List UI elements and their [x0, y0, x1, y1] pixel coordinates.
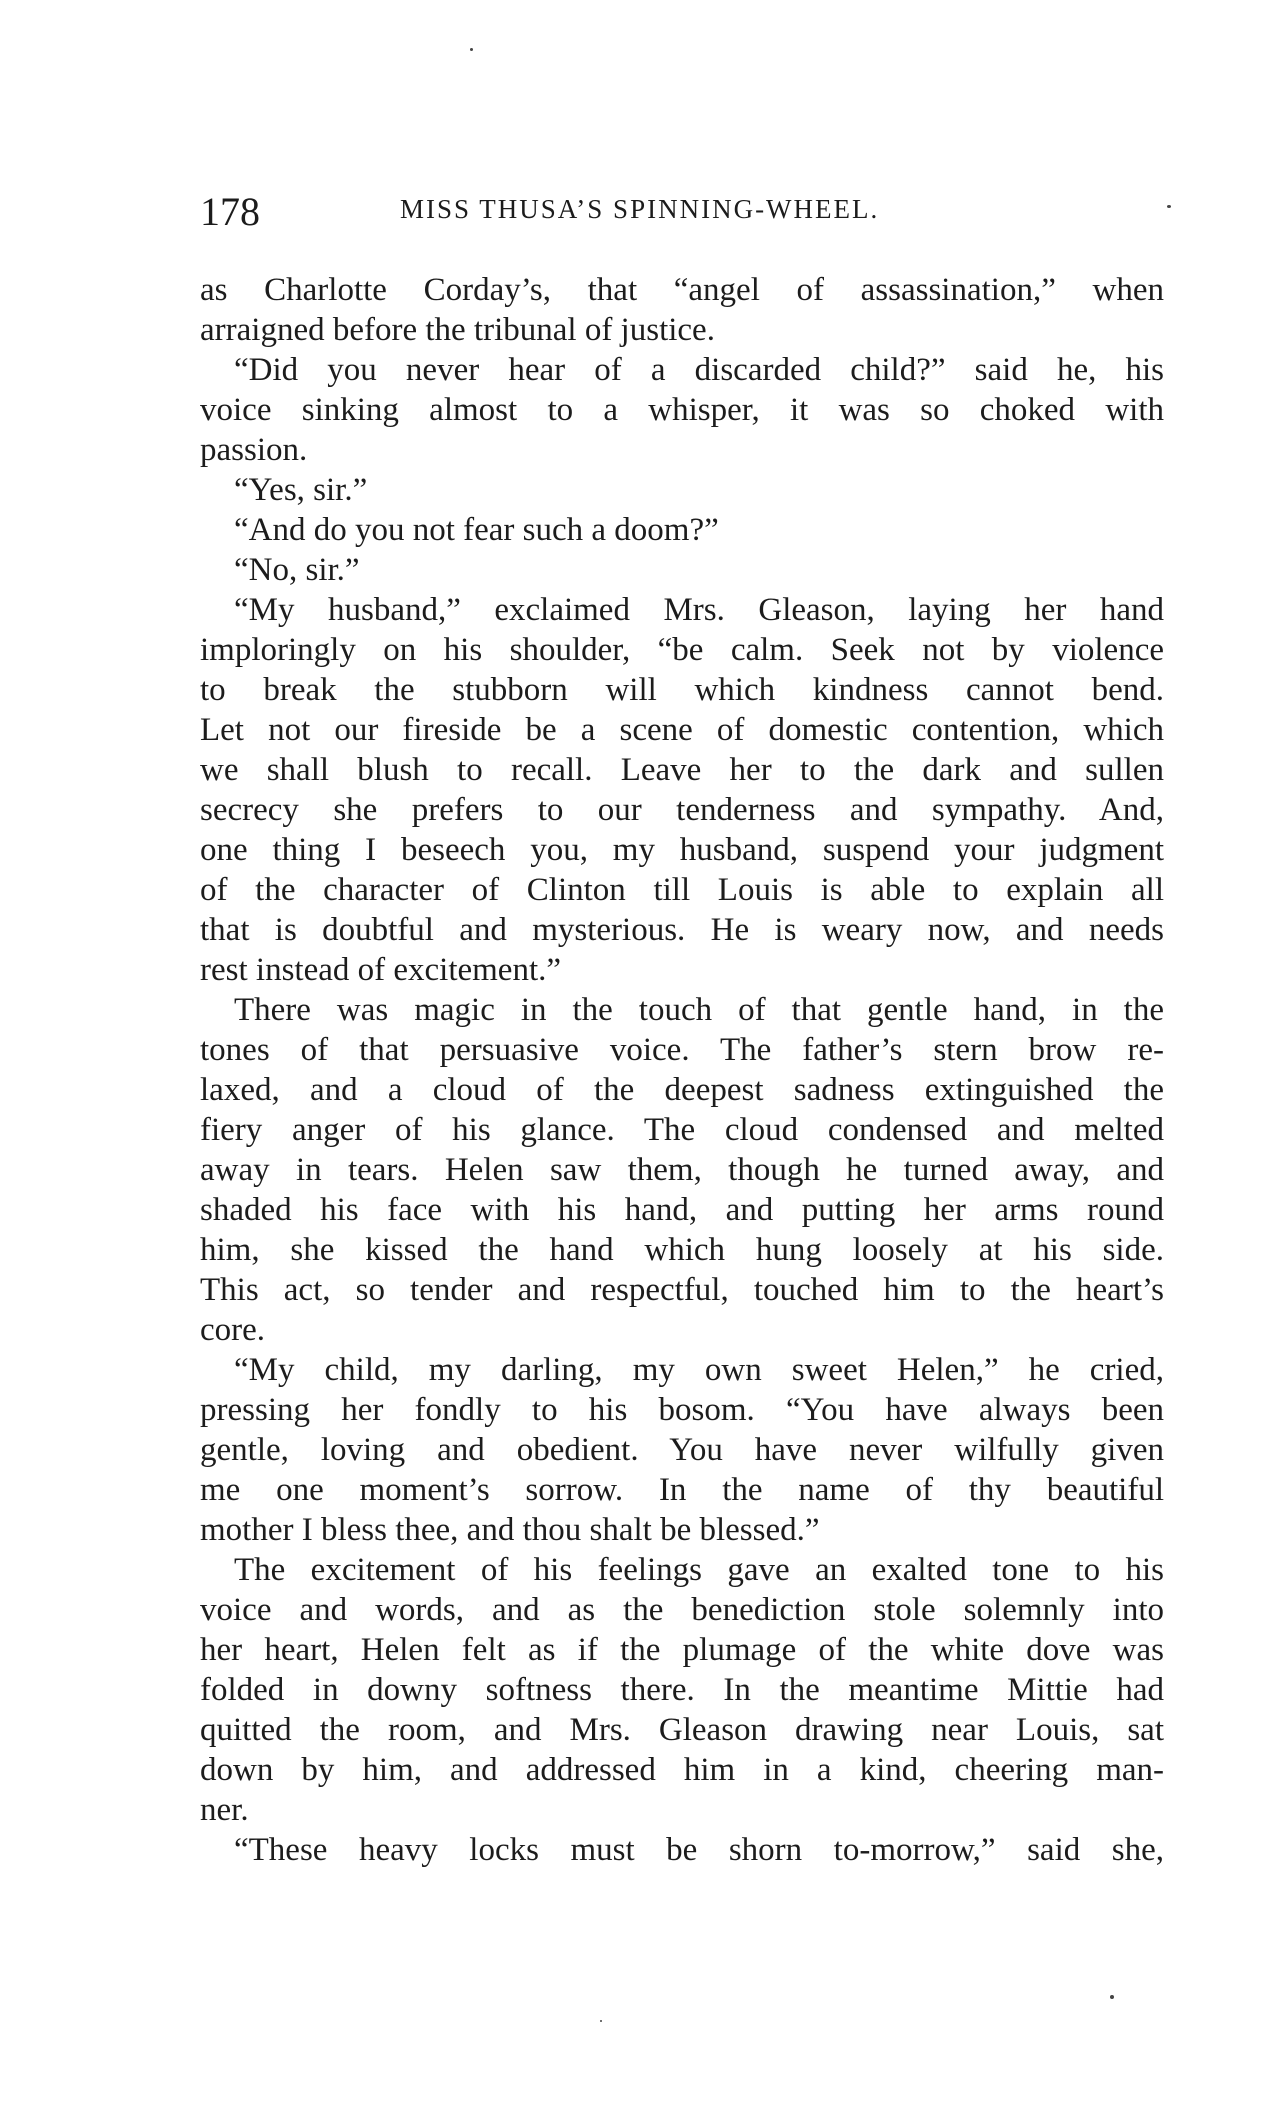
text-line: “Did you never hear of a discarded child?” said he, his: [234, 352, 1164, 388]
text-line: mother I bless thee, and thou shalt be blessed.”: [200, 1512, 820, 1548]
text-line: down by him, and addressed him in a kind, cheering man-: [200, 1752, 1164, 1788]
text-line: her heart, Helen felt as if the plumage of the white dove was: [200, 1632, 1164, 1668]
text-line: passion.: [200, 432, 308, 468]
text-line: Let not our fireside be a scene of domestic contention, which: [200, 712, 1164, 748]
print-speck: [470, 48, 473, 51]
text-line: pressing her fondly to his bosom. “You have always been: [200, 1392, 1164, 1428]
text-line: rest instead of excitement.”: [200, 952, 562, 988]
text-line: “My child, my darling, my own sweet Helen,” he cried,: [234, 1352, 1164, 1388]
text-line: me one moment’s sorrow. In the name of thy beautiful: [200, 1472, 1164, 1508]
text-line: fiery anger of his glance. The cloud condensed and melted: [200, 1112, 1164, 1148]
text-line: away in tears. Helen saw them, though he turned away, and: [200, 1152, 1164, 1188]
text-line: voice and words, and as the benediction stole solemnly into: [200, 1592, 1164, 1628]
page-number: 178: [200, 189, 260, 234]
text-line: There was magic in the touch of that gentle hand, in the: [234, 992, 1164, 1028]
running-title: MISS THUSA’S SPINNING-WHEEL.: [400, 194, 880, 224]
text-line: “These heavy locks must be shorn to-morrow,” said she,: [234, 1832, 1164, 1868]
text-line: that is doubtful and mysterious. He is weary now, and needs: [200, 912, 1164, 948]
text-line: The excitement of his feelings gave an exalted tone to his: [234, 1552, 1164, 1588]
print-speck: [600, 2020, 602, 2022]
text-line: “Yes, sir.”: [234, 472, 368, 508]
print-speck: [1110, 1995, 1114, 1999]
text-line: “My husband,” exclaimed Mrs. Gleason, laying her hand: [234, 592, 1164, 628]
text-line: “No, sir.”: [234, 552, 360, 588]
text-line: one thing I beseech you, my husband, suspend your judgment: [200, 832, 1164, 868]
text-line: folded in downy softness there. In the meantime Mittie had: [200, 1672, 1164, 1708]
text-line: voice sinking almost to a whisper, it was so choked with: [200, 392, 1164, 428]
text-line: shaded his face with his hand, and putting her arms round: [200, 1192, 1164, 1228]
text-line: of the character of Clinton till Louis is able to explain all: [200, 872, 1164, 908]
text-line: core.: [200, 1312, 266, 1348]
text-line: him, she kissed the hand which hung loosely at his side.: [200, 1232, 1164, 1268]
text-line: to break the stubborn will which kindness cannot bend.: [200, 672, 1164, 708]
text-line: gentle, loving and obedient. You have never wilfully given: [200, 1432, 1164, 1468]
print-speck: [1167, 205, 1171, 208]
text-line: arraigned before the tribunal of justice.: [200, 312, 715, 348]
text-line: tones of that persuasive voice. The father’s stern brow re-: [200, 1032, 1164, 1068]
running-head: [200, 188, 1160, 238]
text-line: imploringly on his shoulder, “be calm. Seek not by violence: [200, 632, 1164, 668]
text-line: secrecy she prefers to our tenderness and sympathy. And,: [200, 792, 1164, 828]
text-line: we shall blush to recall. Leave her to the dark and sullen: [200, 752, 1164, 788]
body-text: [200, 270, 1164, 1870]
text-line: laxed, and a cloud of the deepest sadness extinguished the: [200, 1072, 1164, 1108]
text-line: This act, so tender and respectful, touched him to the heart’s: [200, 1272, 1164, 1308]
text-line: “And do you not fear such a doom?”: [234, 512, 719, 548]
text-line: quitted the room, and Mrs. Gleason drawing near Louis, sat: [200, 1712, 1164, 1748]
text-line: as Charlotte Corday’s, that “angel of assassination,” when: [200, 272, 1164, 308]
text-line: ner.: [200, 1792, 249, 1828]
